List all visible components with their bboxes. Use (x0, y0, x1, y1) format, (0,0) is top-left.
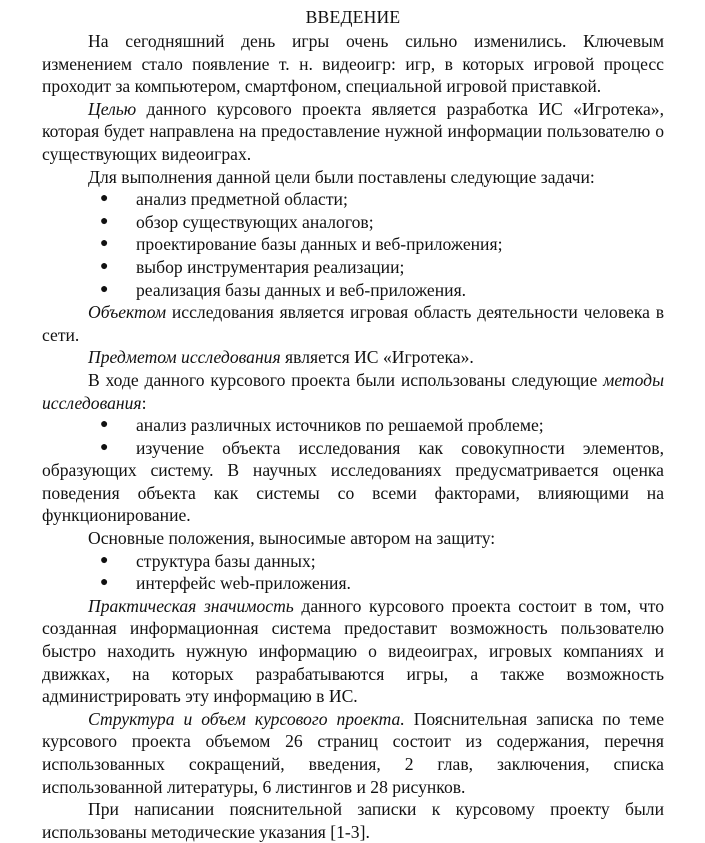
list-item: ● интерфейс web-приложения. (100, 573, 351, 594)
list-item: ● проектирование базы данных и веб-приложения; (100, 234, 503, 255)
emphasis-methods: методы исследования (42, 369, 664, 413)
bullet-icon: ● (100, 191, 109, 207)
paragraph-significance: Практическая значимость данного курсового проекта состоит в том, что созданная информационная система предоставит возможность пользователю быстро находить нужную информацию о видеоиграх, игровых компаниях и движках, на которых разрабатываются игры, а также возможность администрировать эту информацию в ИС. (42, 595, 664, 707)
emphasis-significance: Практическая значимость (88, 595, 294, 616)
list-item: ● структура базы данных; (100, 550, 316, 571)
tasks-list (42, 188, 664, 301)
bullet-icon: ● (100, 236, 109, 252)
bullet-icon: ● (100, 258, 109, 274)
bullet-icon: ● (100, 213, 109, 229)
paragraph-subject: Предметом исследования является ИС «Игротека». (88, 347, 474, 368)
emphasis-goal: Целью (88, 98, 137, 119)
page-title: ВВЕДЕНИЕ (305, 7, 401, 27)
emphasis-object: Объектом (88, 302, 167, 323)
paragraph-intro: На сегодняшний день игры очень сильно изменились. Ключевым изменением стало появление т. н. видеоигр: игр, в которых игровой процесс проходит за компьютером, смартфоном, специальной игровой приставкой. (42, 31, 664, 97)
emphasis-subject: Предметом исследования (88, 347, 281, 368)
list-item: ● реализация базы данных и веб-приложения. (100, 279, 467, 300)
bullet-icon: ● (100, 281, 109, 297)
paragraph-goal (42, 98, 664, 166)
paragraph-references: При написании пояснительной записки к курсовому проекту были использованы методические указания [1-3]. (42, 799, 664, 842)
bullet-icon: ● (100, 575, 109, 591)
emphasis-structure: Структура и объем курсового проекта. (88, 708, 405, 729)
paragraph-object: Объектом исследования является игровая область деятельности человека в сети. (42, 302, 664, 345)
paragraph-theses-intro: Основные положения, выносимые автором на защиту: (88, 528, 496, 549)
list-item: ● изучение объекта исследования как совокупности элементов, образующих систему. В научных исследованиях предусматривается оценка поведения объекта как системы со всеми факторами, влияющими на функционирование. (42, 437, 664, 526)
list-item: ● выбор инструментария реализации; (100, 256, 405, 277)
bullet-icon: ● (100, 552, 109, 568)
bullet-icon: ● (100, 439, 109, 455)
list-item: ● анализ предметной области; (100, 189, 348, 210)
bullet-icon: ● (100, 417, 109, 433)
list-item: ● обзор существующих аналогов; (100, 211, 374, 232)
paragraph-goal-text: данного курсового проекта является разработка ИС «Игротека», которая будет направлена на предоставление нужной информации пользователю о существующих видеоиграх. (42, 98, 664, 164)
paragraph-tasks-intro: Для выполнения данной цели были поставлены следующие задачи: (88, 166, 595, 187)
document-page (42, 6, 664, 843)
list-item: ● анализ различных источников по решаемой проблеме; (100, 415, 544, 436)
paragraph-methods-intro: В ходе данного курсового проекта были использованы следующие методы исследования: (42, 369, 664, 413)
methods-list (42, 414, 664, 527)
theses-list (42, 550, 664, 595)
paragraph-structure: Структура и объем курсового проекта. Пояснительная записка по теме курсового проекта объемом 26 страниц состоит из содержания, перечня использованных сокращений, введения, 2 глав, заключения, списка использованной литературы, 6 листингов и 28 рисунков. (42, 708, 664, 797)
